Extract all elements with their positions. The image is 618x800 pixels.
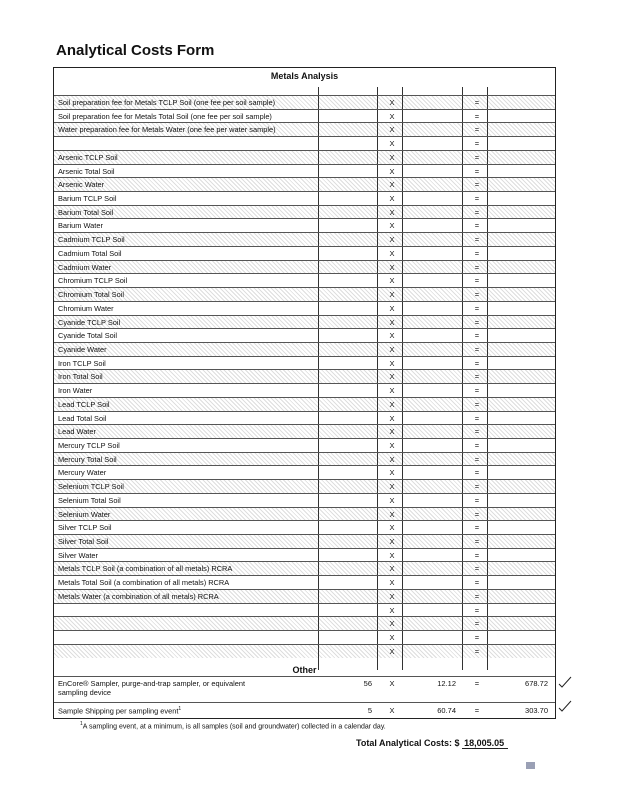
equals-mark: = [474, 495, 480, 505]
equals-mark: = [474, 413, 480, 423]
row-label: Cadmium TCLP Soil [58, 235, 125, 245]
equals-mark: = [474, 441, 480, 450]
equals-mark: = [474, 564, 480, 574]
multiply-mark: X [389, 262, 395, 272]
encore-sampler-total: 678.72 [525, 679, 548, 688]
encore-sampler-x: X [389, 679, 395, 688]
table-row [54, 328, 555, 342]
table-row [54, 315, 555, 329]
table-row [54, 150, 555, 164]
sample-shipping-qty[interactable]: 5 [367, 706, 372, 715]
table-row [54, 356, 555, 370]
table-row [54, 603, 555, 617]
equals-mark: = [474, 633, 480, 643]
multiply-mark: X [389, 235, 395, 245]
equals-mark: = [474, 262, 480, 272]
equals-mark: = [474, 537, 480, 547]
equals-mark: = [474, 646, 480, 656]
table-row [54, 122, 555, 136]
equals-mark: = [474, 454, 480, 464]
table-row [54, 424, 555, 438]
multiply-mark: X [389, 578, 395, 588]
table-row [54, 246, 555, 260]
row-label: Water preparation fee for Metals Water (one fee per water sample) [58, 125, 276, 135]
multiply-mark: X [389, 98, 395, 107]
row-label: Mercury Water [58, 468, 107, 478]
table-row [54, 397, 555, 411]
table-row [54, 383, 555, 397]
encore-sampler-price[interactable]: 12.12 [437, 679, 456, 688]
table-row [54, 218, 555, 232]
equals-mark: = [474, 98, 480, 107]
row-label: Metals Total Soil (a combination of all metals) RCRA [58, 578, 230, 588]
multiply-mark: X [389, 495, 395, 505]
equals-mark: = [474, 290, 480, 300]
equals-mark: = [474, 399, 480, 409]
sample-shipping-price[interactable]: 60.74 [437, 706, 456, 715]
multiply-mark: X [389, 207, 395, 217]
footnote: $^1$A sampling event, at a minimum, is all samples (soil and groundwater) collected in a calendar day. [80, 721, 386, 731]
sample-shipping-label: Sample Shipping per sampling event$^1$ [58, 706, 182, 716]
equals-mark: = [474, 235, 480, 245]
other-section-header: Other [292, 665, 317, 675]
equals-mark: = [474, 591, 480, 601]
metals-analysis-header: Metals Analysis [270, 71, 339, 81]
multiply-mark: X [389, 619, 395, 629]
table-row [54, 589, 555, 603]
encore-sampler-qty[interactable]: 56 [363, 679, 372, 688]
row-label: Cyanide TCLP Soil [58, 317, 121, 327]
page-marker-icon [526, 762, 535, 769]
table-row [54, 630, 555, 644]
multiply-mark: X [389, 399, 395, 409]
equals-mark: = [474, 248, 480, 258]
equals-mark: = [474, 276, 480, 286]
table-row [54, 507, 555, 521]
sample-shipping-total: 303.70 [525, 706, 548, 715]
multiply-mark: X [389, 537, 395, 547]
table-row [54, 452, 555, 466]
row-label: Metals TCLP Soil (a combination of all metals) RCRA [58, 564, 233, 574]
equals-mark: = [474, 619, 480, 629]
table-row [54, 232, 555, 246]
multiply-mark: X [389, 125, 395, 135]
multiply-mark: X [389, 413, 395, 423]
row-label: Soil preparation fee for Metals Total Soil (one fee per soil sample) [58, 111, 272, 121]
row-label: Barium Total Soil [58, 207, 114, 217]
total-currency: $ [454, 738, 460, 748]
multiply-mark: X [389, 276, 395, 286]
multiply-mark: X [389, 633, 395, 643]
table-row [54, 616, 555, 630]
multiply-mark: X [389, 386, 395, 396]
row-label: Chromium TCLP Soil [58, 276, 128, 286]
row-label: Mercury Total Soil [58, 454, 117, 464]
row-label: Arsenic Total Soil [58, 166, 115, 176]
table-row [54, 109, 555, 123]
sample-shipping-row [54, 702, 555, 719]
equals-mark: = [474, 550, 480, 560]
multiply-mark: X [389, 482, 395, 492]
multiply-mark: X [389, 180, 395, 190]
table-row [54, 301, 555, 315]
equals-mark: = [474, 152, 480, 162]
row-label: Silver Total Soil [58, 537, 109, 547]
equals-mark: = [474, 482, 480, 492]
row-label: Metals Water (a combination of all metals) RCRA [58, 591, 219, 601]
table-row [54, 260, 555, 274]
equals-mark: = [474, 578, 480, 588]
multiply-mark: X [389, 152, 395, 162]
row-label: Cyanide Total Soil [58, 331, 118, 341]
table-row [54, 136, 555, 150]
equals-mark: = [474, 111, 480, 121]
equals-mark: = [474, 303, 480, 313]
table-row [54, 438, 555, 452]
row-label: Cadmium Water [58, 262, 112, 272]
table-row [54, 95, 555, 109]
encore-sampler-label: EnCore® Sampler, purge-and-trap sampler, or equivalent [58, 679, 246, 688]
row-label: Barium Water [58, 221, 103, 231]
multiply-mark: X [389, 427, 395, 437]
multiply-mark: X [389, 221, 395, 231]
multiply-mark: X [389, 331, 395, 341]
equals-mark: = [474, 344, 480, 354]
sample-shipping-eq: = [474, 706, 480, 715]
equals-mark: = [474, 523, 480, 533]
table-row [54, 369, 555, 383]
row-label: Barium TCLP Soil [58, 194, 117, 204]
multiply-mark: X [389, 139, 395, 149]
multiply-mark: X [389, 454, 395, 464]
sample-shipping-x: X [389, 706, 395, 715]
equals-mark: = [474, 509, 480, 519]
table-row [54, 534, 555, 548]
equals-mark: = [474, 180, 480, 190]
total-value: 18,005.05 [462, 738, 508, 749]
equals-mark: = [474, 427, 480, 437]
multiply-mark: X [389, 564, 395, 574]
row-label: Chromium Water [58, 303, 114, 313]
table-row [54, 164, 555, 178]
table-row [54, 177, 555, 191]
equals-mark: = [474, 386, 480, 396]
multiply-mark: X [389, 441, 395, 450]
multiply-mark: X [389, 248, 395, 258]
table-row [54, 561, 555, 575]
multiply-mark: X [389, 372, 395, 382]
row-label: Iron Total Soil [58, 372, 103, 382]
row-label: Cyanide Water [58, 344, 107, 354]
equals-mark: = [474, 317, 480, 327]
row-label: Selenium Total Soil [58, 495, 121, 505]
multiply-mark: X [389, 194, 395, 204]
multiply-mark: X [389, 317, 395, 327]
multiply-mark: X [389, 550, 395, 560]
row-label: Cadmium Total Soil [58, 248, 122, 258]
table-row [54, 644, 555, 658]
row-label: Mercury TCLP Soil [58, 441, 120, 450]
table-row [54, 520, 555, 534]
row-label: Arsenic TCLP Soil [58, 152, 118, 162]
total-analytical-costs [356, 738, 508, 748]
analytical-costs-table [53, 67, 556, 719]
encore-sampler-eq: = [474, 679, 480, 688]
multiply-mark: X [389, 509, 395, 519]
equals-mark: = [474, 125, 480, 135]
row-label: Selenium TCLP Soil [58, 482, 124, 492]
multiply-mark: X [389, 344, 395, 354]
row-label: Soil preparation fee for Metals TCLP Soil (one fee per soil sample) [58, 98, 276, 107]
table-row [54, 205, 555, 219]
multiply-mark: X [389, 523, 395, 533]
table-row [54, 191, 555, 205]
multiply-mark: X [389, 605, 395, 615]
total-label: Total Analytical Costs: [356, 738, 453, 748]
multiply-mark: X [389, 358, 395, 368]
row-label: Lead Total Soil [58, 413, 107, 423]
multiply-mark: X [389, 468, 395, 478]
equals-mark: = [474, 605, 480, 615]
table-row [54, 287, 555, 301]
multiply-mark: X [389, 166, 395, 176]
multiply-mark: X [389, 591, 395, 601]
equals-mark: = [474, 221, 480, 231]
table-row [54, 493, 555, 507]
row-label: Lead Water [58, 427, 96, 437]
page-title: Analytical Costs Form [56, 42, 215, 59]
checkmark-icon [558, 676, 572, 688]
table-row [54, 411, 555, 425]
table-row [54, 465, 555, 479]
row-label: Chromium Total Soil [58, 290, 124, 300]
row-label: Iron TCLP Soil [58, 358, 106, 368]
row-label: Silver TCLP Soil [58, 523, 112, 533]
row-label: Silver Water [58, 550, 98, 560]
equals-mark: = [474, 358, 480, 368]
table-row [54, 479, 555, 493]
equals-mark: = [474, 331, 480, 341]
encore-sampler-row [54, 676, 555, 702]
equals-mark: = [474, 139, 480, 149]
encore-sampler-label-line2: sampling device [58, 688, 111, 697]
multiply-mark: X [389, 290, 395, 300]
row-label: Arsenic Water [58, 180, 105, 190]
equals-mark: = [474, 372, 480, 382]
table-row [54, 273, 555, 287]
checkmark-icon [558, 700, 572, 712]
multiply-mark: X [389, 646, 395, 656]
table-row [54, 548, 555, 562]
equals-mark: = [474, 166, 480, 176]
row-label: Lead TCLP Soil [58, 399, 110, 409]
table-row [54, 575, 555, 589]
table-row [54, 342, 555, 356]
row-label: Iron Water [58, 386, 93, 396]
equals-mark: = [474, 468, 480, 478]
multiply-mark: X [389, 303, 395, 313]
row-label: Selenium Water [58, 509, 111, 519]
equals-mark: = [474, 207, 480, 217]
multiply-mark: X [389, 111, 395, 121]
equals-mark: = [474, 194, 480, 204]
